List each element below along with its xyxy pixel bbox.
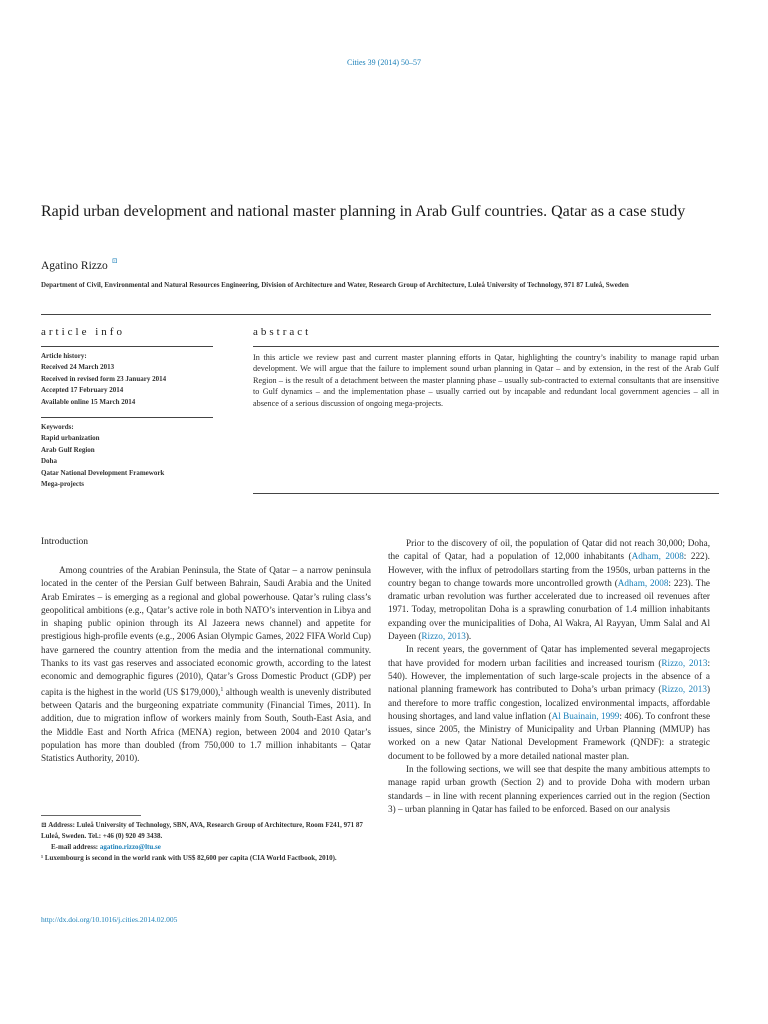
right-column [388, 537, 710, 816]
footnote-divider [41, 815, 141, 816]
introduction-heading: Introduction [41, 537, 88, 547]
article-info-heading: article info [41, 326, 125, 338]
history-revised: Received in revised form 23 January 2014 [41, 374, 167, 383]
corresponding-author-mark[interactable]: ⊡ [111, 257, 118, 265]
journal-reference[interactable]: Cities 39 (2014) 50–57 [347, 58, 421, 67]
citation-link[interactable]: Rizzo, 2013 [421, 631, 466, 642]
body-paragraph: Prior to the discovery of oil, the population of Qatar did not reach 30,000; Doha, the capital of Qatar, had a population of 12,000 inhabitants (Adham, 2008: 222). However, with the influx of petrodollars starting from the 1950s, urban patterns in the country began to change towards more uncontrolled growth (Adham, 2008: 223). The dramatic urban revolution was further accelerated due to increased oil revenues after 1971. Today, metropolitan Doha is a sprawling conurbation of 1.4 million inhabitants expanding over the municipalities of Doha, Al Wakra, Al Rayyan, Umm Salal and Al Dayeen (Rizzo, 2013). [388, 538, 711, 642]
footnote-email: E-mail address: agatino.rizzo@ltu.se [51, 843, 161, 851]
abstract-divider [253, 346, 719, 347]
left-column [41, 564, 371, 766]
keywords-divider [41, 417, 213, 418]
keywords-label: Keywords: [41, 423, 74, 431]
history-online: Available online 15 March 2014 [41, 397, 136, 406]
keyword-item: Rapid urbanization [41, 434, 100, 442]
article-info-divider [41, 346, 213, 347]
email-link[interactable]: agatino.rizzo@ltu.se [99, 843, 161, 851]
keyword-item: Arab Gulf Region [41, 445, 95, 454]
abstract-text: In this article we review past and current master planning efforts in Qatar, highlighting the country’s inability to manage rapid urban development. We will argue that the failure to implement sound urban planning in Qatar – and by extension, in the rest of the Arab Gulf Region – is the result of a detachment between the master planning phase – usually sub-contracted to external consultants that are insensitive to Gulf dynamics – and the implementation phase – usually carried out by incapable and redundant local government agencies – all in absence of a serious discussion of ongoing mega-projects. [253, 353, 719, 408]
citation-link[interactable]: Rizzo, 2013 [661, 684, 707, 695]
article-title: Rapid urban development and national master planning in Arab Gulf countries. Qatar as a case study [41, 203, 686, 220]
intro-paragraph: Among countries of the Arabian Peninsula, the State of Qatar – a narrow peninsula located in the center of the Persian Gulf between Bahrain, Saudi Arabia and the United Arab Emirates – is emerging as a regional and global powerhouse. Qatar’s ruling class’s geopolitical ambitions (e.g., Qatar’s active role in both NATO’s intervention in Libya and in shaping public opinion through its Al Jazeera news channel) and appetite for prestigious high-profile events (e.g., 2006 Asian Olympic Games, 2022 FIFA World Cup) have garnered the country attention from the media and the international community. Thanks to its vast gas reserves and associated economic growth, according to the latest economic and demographic figures (2010), Qatar’s Gross Domestic Product (GDP) per capita is the highest in the world (US $179,000),$^1$ although wealth is unevenly distributed between Qataris and the burgeoning expatriate community (Financial Times, 2011). In addition, due to migration inflow of workers mainly from South, South-East Asia, and the Middle East and North Africa (MENA) region, between 2004 and 2010 Qatar’s population has more than doubled (from 750,000 to 1.7 million inhabitants – Qatar Statistics Authority, 2010). [41, 565, 371, 764]
body-paragraph: In the following sections, we will see that despite the many ambitious attempts to manage rapid urban growth (Section 2) and to provide Doha with modern urban standards – in line with recent planning experiences carried out in the region (Section 3) – urban planning in Qatar has failed to be enforced. Based on our analysis [388, 764, 710, 814]
body-paragraph: In recent years, the government of Qatar has implemented several megaprojects that have provided for modern urban facilities and increased tourism (Rizzo, 2013: 540). However, the implementation of such large-scale projects in the absence of a national planning framework has contributed to Doha’s urban primacy (Rizzo, 2013) and therefore to more traffic congestion, localized environmental impacts, affordable housing shortages, and land value inflation (Al Buainain, 1999: 406). To confront these issues, since 2005, the Ministry of Municipality and Urban Planning (MMUP) has worked on a new Qatar National Development Framework (QNDF): a strategic document to be followed by a more detailed national master plan. [388, 644, 711, 761]
history-received: Received 24 March 2013 [41, 363, 115, 371]
author-affiliation: Department of Civil, Environmental and Natural Resources Engineering, Division of Architecture and Water, Research Group of Architecture, Luleå University of Technology, 971 87 Luleå, Sweden [41, 281, 629, 289]
citation-link[interactable]: Rizzo, 2013 [661, 657, 708, 668]
keyword-item: Qatar National Development Framework [41, 468, 165, 477]
header-divider [41, 314, 711, 315]
citation-link[interactable]: Adham, 2008 [631, 551, 684, 562]
article-history [41, 351, 166, 408]
author-name: Agatino Rizzo [41, 260, 108, 272]
footnote-address: ⊡ Address: Luleå University of Technology, SBN, AVA, Research Group of Architecture, Room F241, 971 87 Luleå, Sweden. Tel.: +46 (0) 920 49 3438. [41, 821, 363, 840]
footnote-1: ¹ Luxembourg is second in the world rank with US$ 82,600 per capita (CIA World Factbook, 2010). [41, 854, 337, 862]
keyword-item: Mega-projects [41, 480, 85, 488]
footnotes [41, 820, 371, 864]
author-line [41, 257, 118, 272]
citation-link[interactable]: Adham, 2008 [617, 577, 669, 588]
citation-link[interactable]: Al Buainain, 1999 [551, 710, 620, 721]
keyword-item: Doha [41, 457, 57, 465]
keywords-list [41, 422, 164, 491]
history-accepted: Accepted 17 February 2014 [41, 386, 124, 394]
article-history-label: Article history: [41, 352, 87, 360]
abstract-heading: abstract [253, 326, 312, 338]
abstract-bottom-divider [253, 493, 719, 494]
footnote-ref[interactable]: 1 [220, 686, 224, 693]
doi-link[interactable]: http://dx.doi.org/10.1016/j.cities.2014.02.005 [41, 915, 178, 924]
